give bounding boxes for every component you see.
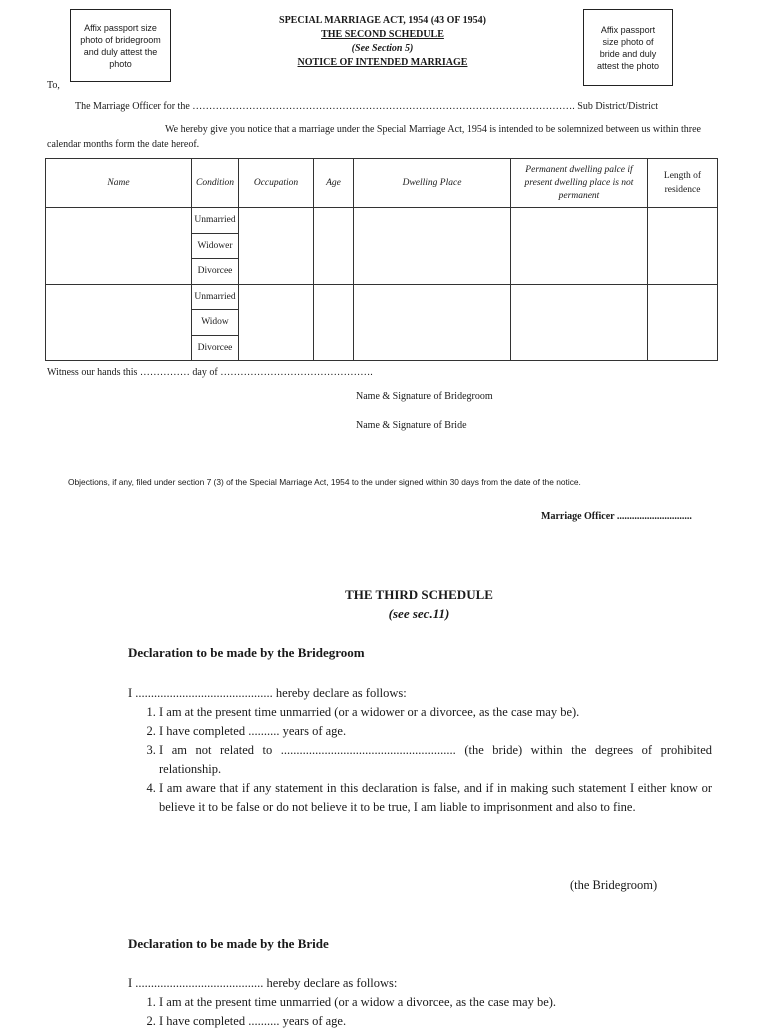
cell-length (648, 284, 718, 361)
condition-option: Divorcee (197, 342, 233, 353)
signature-bride: Name & Signature of Bride (356, 420, 467, 431)
marriage-officer-signature: Marriage Officer .............................. (541, 511, 692, 522)
photo-box-bridegroom (70, 9, 171, 82)
header-occupation: Occupation (239, 159, 314, 208)
header-length-of-residence: Length of residence (648, 159, 718, 208)
photo-box-bridegroom-text: Affix passport size photo of bridegroom and duly attest the photo (80, 22, 161, 69)
bridegroom-declaration-heading: Declaration to be made by the Bridegroom (128, 645, 365, 660)
third-schedule-title: THE THIRD SCHEDULE (345, 587, 493, 602)
signature-bridegroom: Name & Signature of Bridegroom (356, 391, 493, 402)
intro-paragraph: We hereby give you notice that a marriage under the Special Marriage Act, 1954 is intended to be solemnized between us within three calendar months form the date hereof. (47, 124, 701, 150)
section-ref: (See Section 5) (351, 43, 414, 54)
objections-note: Objections, if any, filed under section 7 (3) of the Special Marriage Act, 1954 to the under signed within 30 days from the date of the notice. (68, 477, 581, 487)
cell-condition (192, 284, 239, 361)
declaration-item: 3. I am not related to ........................................................ (the bride) within the degrees of prohibited relationship. (159, 741, 712, 779)
photo-box-bride-text: Affix passport size photo of bride and duly attest the photo (596, 24, 660, 71)
header-dwelling-place: Dwelling Place (354, 159, 511, 208)
declaration-item: 1. I am at the present time unmarried (or a widower or a divorcee, as the case may be). (159, 703, 712, 722)
cell-permanent (511, 208, 648, 285)
photo-box-bride (583, 9, 673, 86)
to-line: To, (47, 80, 60, 91)
header-condition: Condition (192, 159, 239, 208)
cell-occupation (239, 284, 314, 361)
condition-option: Unmarried (192, 285, 238, 311)
condition-option: Unmarried (192, 208, 238, 234)
header-name: Name (46, 159, 192, 208)
third-schedule-section: (see sec.11) (388, 606, 450, 621)
bride-declaration-intro: I ......................................... hereby declare as follows: (128, 976, 398, 990)
bridegroom-declaration-intro: I ............................................ hereby declare as follows: (128, 686, 407, 700)
cell-length (648, 208, 718, 285)
notice-title: NOTICE OF INTENDED MARRIAGE (297, 57, 468, 68)
cell-name (46, 208, 192, 285)
header-age: Age (314, 159, 354, 208)
notice-table (45, 158, 718, 361)
bride-declaration-heading: Declaration to be made by the Bride (128, 936, 329, 951)
bridegroom-signature-label: (the Bridegroom) (570, 878, 658, 892)
cell-condition (192, 208, 239, 285)
cell-permanent (511, 284, 648, 361)
witness-line: Witness our hands this …………… day of ………………………………………. (47, 367, 373, 378)
table-row-bride (46, 284, 718, 361)
cell-occupation (239, 208, 314, 285)
declaration-item: 4. I am aware that if any statement in this declaration is false, and if in making such statement I either know or believe it to be false or do not believe it to be true, I am liable to imprisonment and also to fine. (159, 779, 712, 817)
bridegroom-declaration (128, 684, 712, 817)
condition-option: Widower (192, 234, 238, 260)
header-permanent-dwelling: Permanent dwelling palce if present dwelling place is not permanent (511, 159, 648, 208)
act-title: SPECIAL MARRIAGE ACT, 1954 (43 OF 1954) (279, 15, 486, 26)
declaration-item: 2. I have completed .......... years of age. (159, 1012, 712, 1031)
cell-name (46, 284, 192, 361)
bride-declaration (128, 974, 712, 1031)
officer-line: The Marriage Officer for the ……………………………………………………………………………………………………. Sub District/District (75, 101, 659, 112)
cell-dwelling (354, 208, 511, 285)
table-header-row (46, 159, 718, 208)
condition-option: Divorcee (197, 266, 233, 276)
cell-age (314, 208, 354, 285)
declaration-item: 2. I have completed .......... years of age. (159, 722, 712, 741)
schedule-title: THE SECOND SCHEDULE (321, 29, 444, 40)
condition-option: Widow (192, 310, 238, 336)
cell-age (314, 284, 354, 361)
cell-dwelling (354, 284, 511, 361)
table-row-bridegroom (46, 208, 718, 285)
declaration-item: 1. I am at the present time unmarried (or a widow a divorcee, as the case may be). (159, 993, 712, 1012)
